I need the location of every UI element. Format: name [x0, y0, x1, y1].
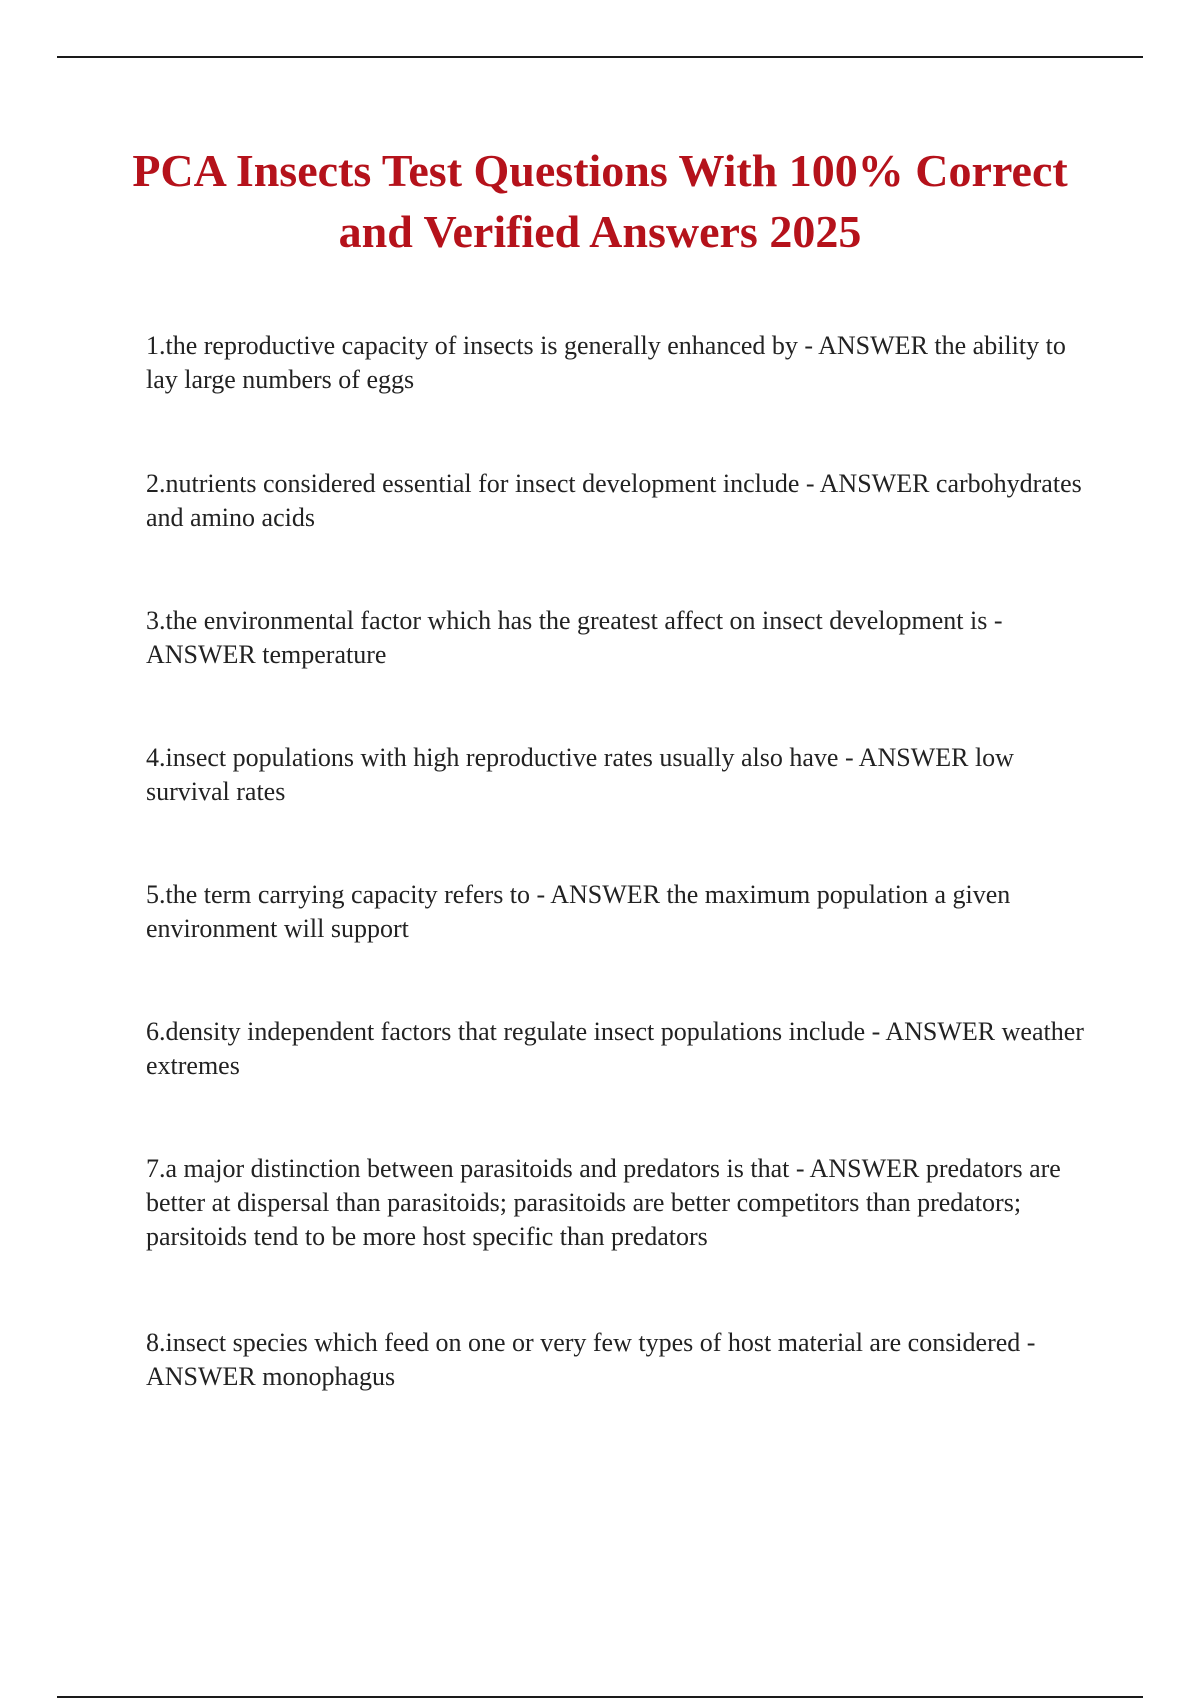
- question-item: 2.nutrients considered essential for insect development include - ANSWER carbohydrates and amino acids: [146, 469, 1082, 532]
- question-item: 4.insect populations with high reproductive rates usually also have - ANSWER low survival rates: [146, 743, 1014, 806]
- top-rule: [57, 56, 1143, 58]
- question-item: 3.the environmental factor which has the greatest affect on insect development is - ANSWER temperature: [146, 606, 1003, 669]
- question-item: 1.the reproductive capacity of insects is generally enhanced by - ANSWER the ability to lay large numbers of eggs: [146, 331, 1066, 394]
- question-item: 7.a major distinction between parasitoids and predators is that - ANSWER predators are better at dispersal than parasitoids; parasitoids are better competitors than predators; parsitoids tend to be more host specific than predators: [146, 1154, 1061, 1251]
- question-item: 5.the term carrying capacity refers to - ANSWER the maximum population a given environment will support: [146, 880, 1011, 943]
- bottom-rule: [57, 1696, 1143, 1698]
- question-item: 8.insect species which feed on one or very few types of host material are considered - ANSWER monophagus: [146, 1328, 1036, 1391]
- document-title: PCA Insects Test Questions With 100% Correct and Verified Answers 2025: [132, 145, 1068, 257]
- question-item: 6.density independent factors that regulate insect populations include - ANSWER weather extremes: [146, 1017, 1084, 1080]
